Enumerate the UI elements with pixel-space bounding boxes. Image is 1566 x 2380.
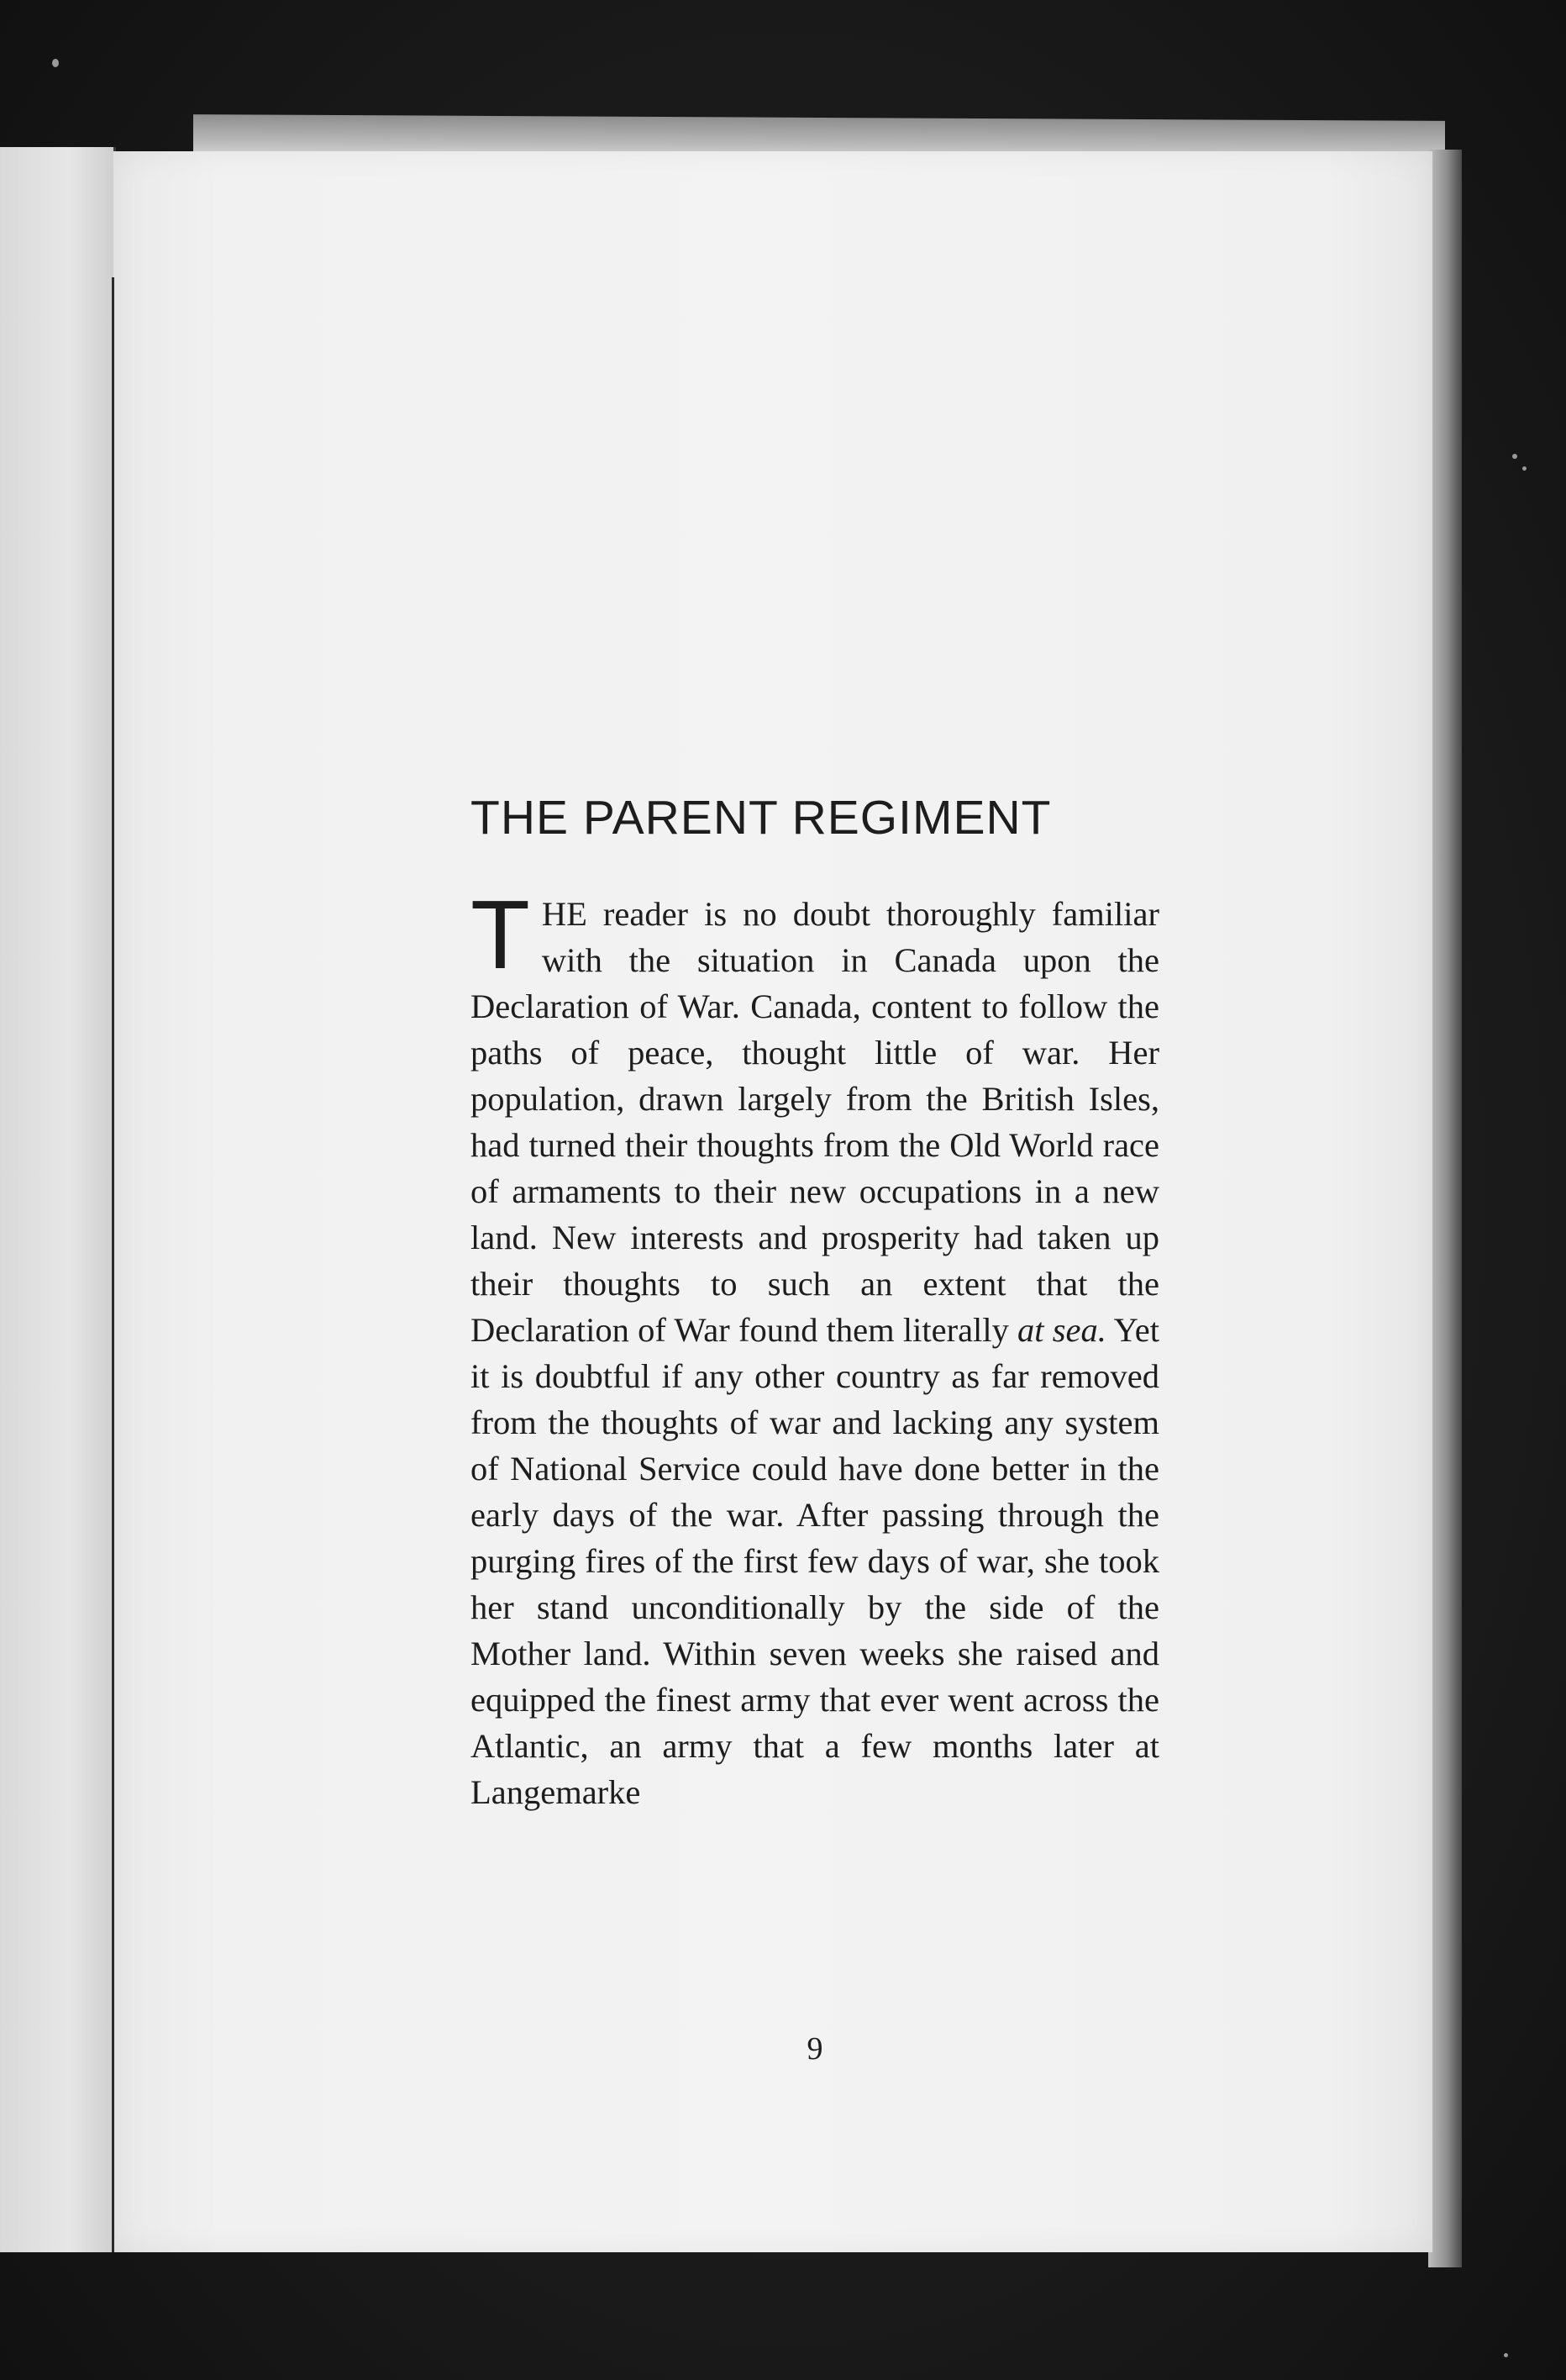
binding-gutter-line: [112, 277, 114, 2252]
previous-page-edge: [0, 147, 116, 2252]
dust-speck: [1512, 454, 1517, 459]
dust-speck: [52, 59, 59, 67]
drop-cap: T: [470, 880, 530, 989]
dust-speck: [1504, 2353, 1508, 2357]
body-text-part-2: Yet it is doubtful if any other country as far removed from the thoughts of war and lacking any system of National Service could have done better in the early days of the war. After passing through the purging fires of the first few days of war, she took her stand unconditionally by the side of the Mother land. Within seven weeks she raised and equipped the finest army that ever went across the Atlantic, an army that a few months later at Langemarke: [470, 1311, 1159, 1811]
page-stack-right-edge: [1428, 150, 1462, 2267]
body-paragraph: [470, 880, 1159, 1815]
book-page: [113, 151, 1432, 2252]
italic-phrase: at sea.: [1017, 1311, 1106, 1349]
body-text-part-1: HE reader is no doubt thoroughly familiar with the situation in Canada upon the Declaration of War. Canada, content to follow the paths of peace, thought little of war. Her population, drawn largely from the British Isles, had turned their thoughts from the Old World race of armaments to their new occupations in a new land. New interests and prosperity had taken up their thoughts to such an extent that the Declaration of War found them literally: [470, 895, 1159, 1349]
page-number: 9: [807, 2031, 823, 2067]
dust-speck: [1522, 466, 1527, 471]
chapter-title: THE PARENT REGIMENT: [470, 791, 1052, 845]
page-content: [470, 788, 1159, 2067]
